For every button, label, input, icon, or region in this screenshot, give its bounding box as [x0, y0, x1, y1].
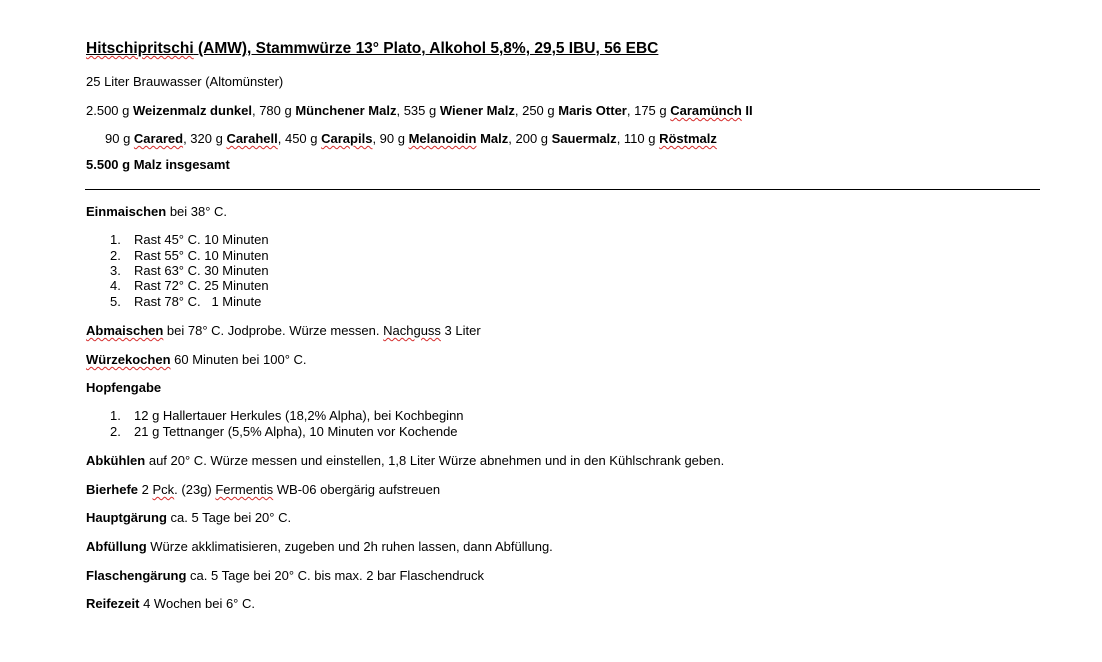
- malt-name: Weizenmalz dunkel: [133, 103, 252, 118]
- rest-item: [110, 248, 269, 264]
- step-label: Reifezeit: [86, 596, 140, 611]
- malt-amount: , 780 g: [251, 103, 296, 118]
- step-text-word: Pck: [152, 482, 175, 497]
- malt-line-1: [86, 103, 753, 119]
- malt-name-suffix: Malz: [476, 131, 509, 146]
- list-text: Rast 55° C. 10 Minuten: [134, 248, 269, 263]
- malt-name: Sauermalz: [551, 131, 617, 146]
- list-text: 12 g Hallertauer Herkules (18,2% Alpha), bei Kochbeginn: [134, 408, 464, 423]
- malt-name: Carapils: [321, 131, 373, 146]
- step-label: Abkühlen: [86, 453, 146, 468]
- malt-name-suffix: II: [741, 103, 753, 118]
- list-number: 4.: [110, 278, 121, 293]
- step-text: 2: [138, 482, 153, 497]
- step-text-word: Fermentis: [215, 482, 274, 497]
- step-text: . (23g): [174, 482, 216, 497]
- malt-amount: , 320 g: [183, 131, 227, 146]
- bottle-fermentation-line: [86, 568, 484, 584]
- rest-item: [110, 263, 269, 279]
- malt-total: 5.500 g Malz insgesamt: [86, 157, 230, 172]
- malt-name: Carared: [133, 131, 184, 146]
- list-number: 3.: [110, 263, 121, 278]
- malt-name: Maris Otter: [558, 103, 627, 118]
- step-label: Abfüllung: [86, 539, 147, 554]
- step-label: Würzekochen: [86, 352, 171, 367]
- yeast-line: [86, 482, 440, 498]
- step-label: Abmaischen: [86, 323, 164, 338]
- step-text: 60 Minuten bei 100° C.: [170, 352, 307, 367]
- malt-line-2: [105, 131, 717, 147]
- hop-item: [110, 408, 464, 424]
- boil-line: [86, 352, 307, 368]
- step-label: Bierhefe: [86, 482, 139, 497]
- hop-item: [110, 424, 458, 440]
- malt-name: Wiener Malz: [439, 103, 515, 118]
- list-number: 1.: [110, 408, 121, 423]
- step-text: ca. 5 Tage bei 20° C.: [166, 510, 292, 525]
- rest-item: [110, 294, 261, 310]
- rest-item: [110, 232, 269, 248]
- list-number: 2.: [110, 248, 121, 263]
- step-text: bei 78° C. Jodprobe. Würze messen.: [163, 323, 384, 338]
- malt-amount: , 110 g: [616, 131, 660, 146]
- malt-name: Melanoidin: [408, 131, 477, 146]
- malt-amount: 2.500 g: [86, 103, 133, 118]
- list-number: 2.: [110, 424, 121, 439]
- malt-name: Münchener Malz: [295, 103, 397, 118]
- horizontal-divider: [85, 189, 1040, 190]
- recipe-title: [86, 41, 658, 57]
- bottling-line: [86, 539, 553, 555]
- step-text-word: Nachguss: [383, 323, 441, 338]
- step-text: auf 20° C. Würze messen und einstellen, 1,8 Liter Würze abnehmen und in den Kühlschrank geben.: [145, 453, 725, 468]
- step-label: Einmaischen: [86, 204, 167, 219]
- step-text: 3 Liter: [440, 323, 481, 338]
- water-line: 25 Liter Brauwasser (Altomünster): [86, 74, 284, 89]
- malt-amount: 90 g: [105, 131, 134, 146]
- malt-name: Caramünch: [670, 103, 742, 118]
- malt-amount: , 175 g: [626, 103, 671, 118]
- step-text: ca. 5 Tage bei 20° C. bis max. 2 bar Flaschendruck: [186, 568, 485, 583]
- malt-amount: , 200 g: [508, 131, 552, 146]
- list-text: Rast 72° C. 25 Minuten: [134, 278, 269, 293]
- list-text: Rast 45° C. 10 Minuten: [134, 232, 269, 247]
- list-number: 5.: [110, 294, 121, 309]
- list-text: Rast 63° C. 30 Minuten: [134, 263, 269, 278]
- malt-amount: , 535 g: [396, 103, 440, 118]
- list-text: Rast 78° C. 1 Minute: [134, 294, 262, 309]
- malt-amount: , 450 g: [277, 131, 322, 146]
- title-name: Hitschipritschi: [86, 40, 194, 57]
- malt-name: Carahell: [226, 131, 278, 146]
- list-text: 21 g Tettnanger (5,5% Alpha), 10 Minuten vor Kochende: [134, 424, 458, 439]
- step-text: 4 Wochen bei 6° C.: [139, 596, 255, 611]
- title-specs: (AMW), Stammwürze 13° Plato, Alkohol 5,8%, 29,5 IBU, 56 EBC: [193, 40, 659, 57]
- step-text: Würze akklimatisieren, zugeben und 2h ruhen lassen, dann Abfüllung.: [146, 539, 553, 554]
- malt-amount: , 250 g: [514, 103, 559, 118]
- cooling-line: [86, 453, 724, 469]
- step-text: bei 38° C.: [166, 204, 228, 219]
- list-number: 1.: [110, 232, 121, 247]
- maturation-line: [86, 596, 255, 612]
- step-text: WB-06 obergärig aufstreuen: [273, 482, 441, 497]
- malt-name: Röstmalz: [659, 131, 717, 146]
- rest-item: [110, 278, 269, 294]
- mash-in-line: [86, 204, 227, 220]
- malt-amount: , 90 g: [372, 131, 409, 146]
- mash-out-line: [86, 323, 481, 339]
- step-label: Flaschengärung: [86, 568, 187, 583]
- main-fermentation-line: [86, 510, 291, 526]
- hops-heading: Hopfengabe: [86, 380, 162, 395]
- step-label: Hauptgärung: [86, 510, 167, 525]
